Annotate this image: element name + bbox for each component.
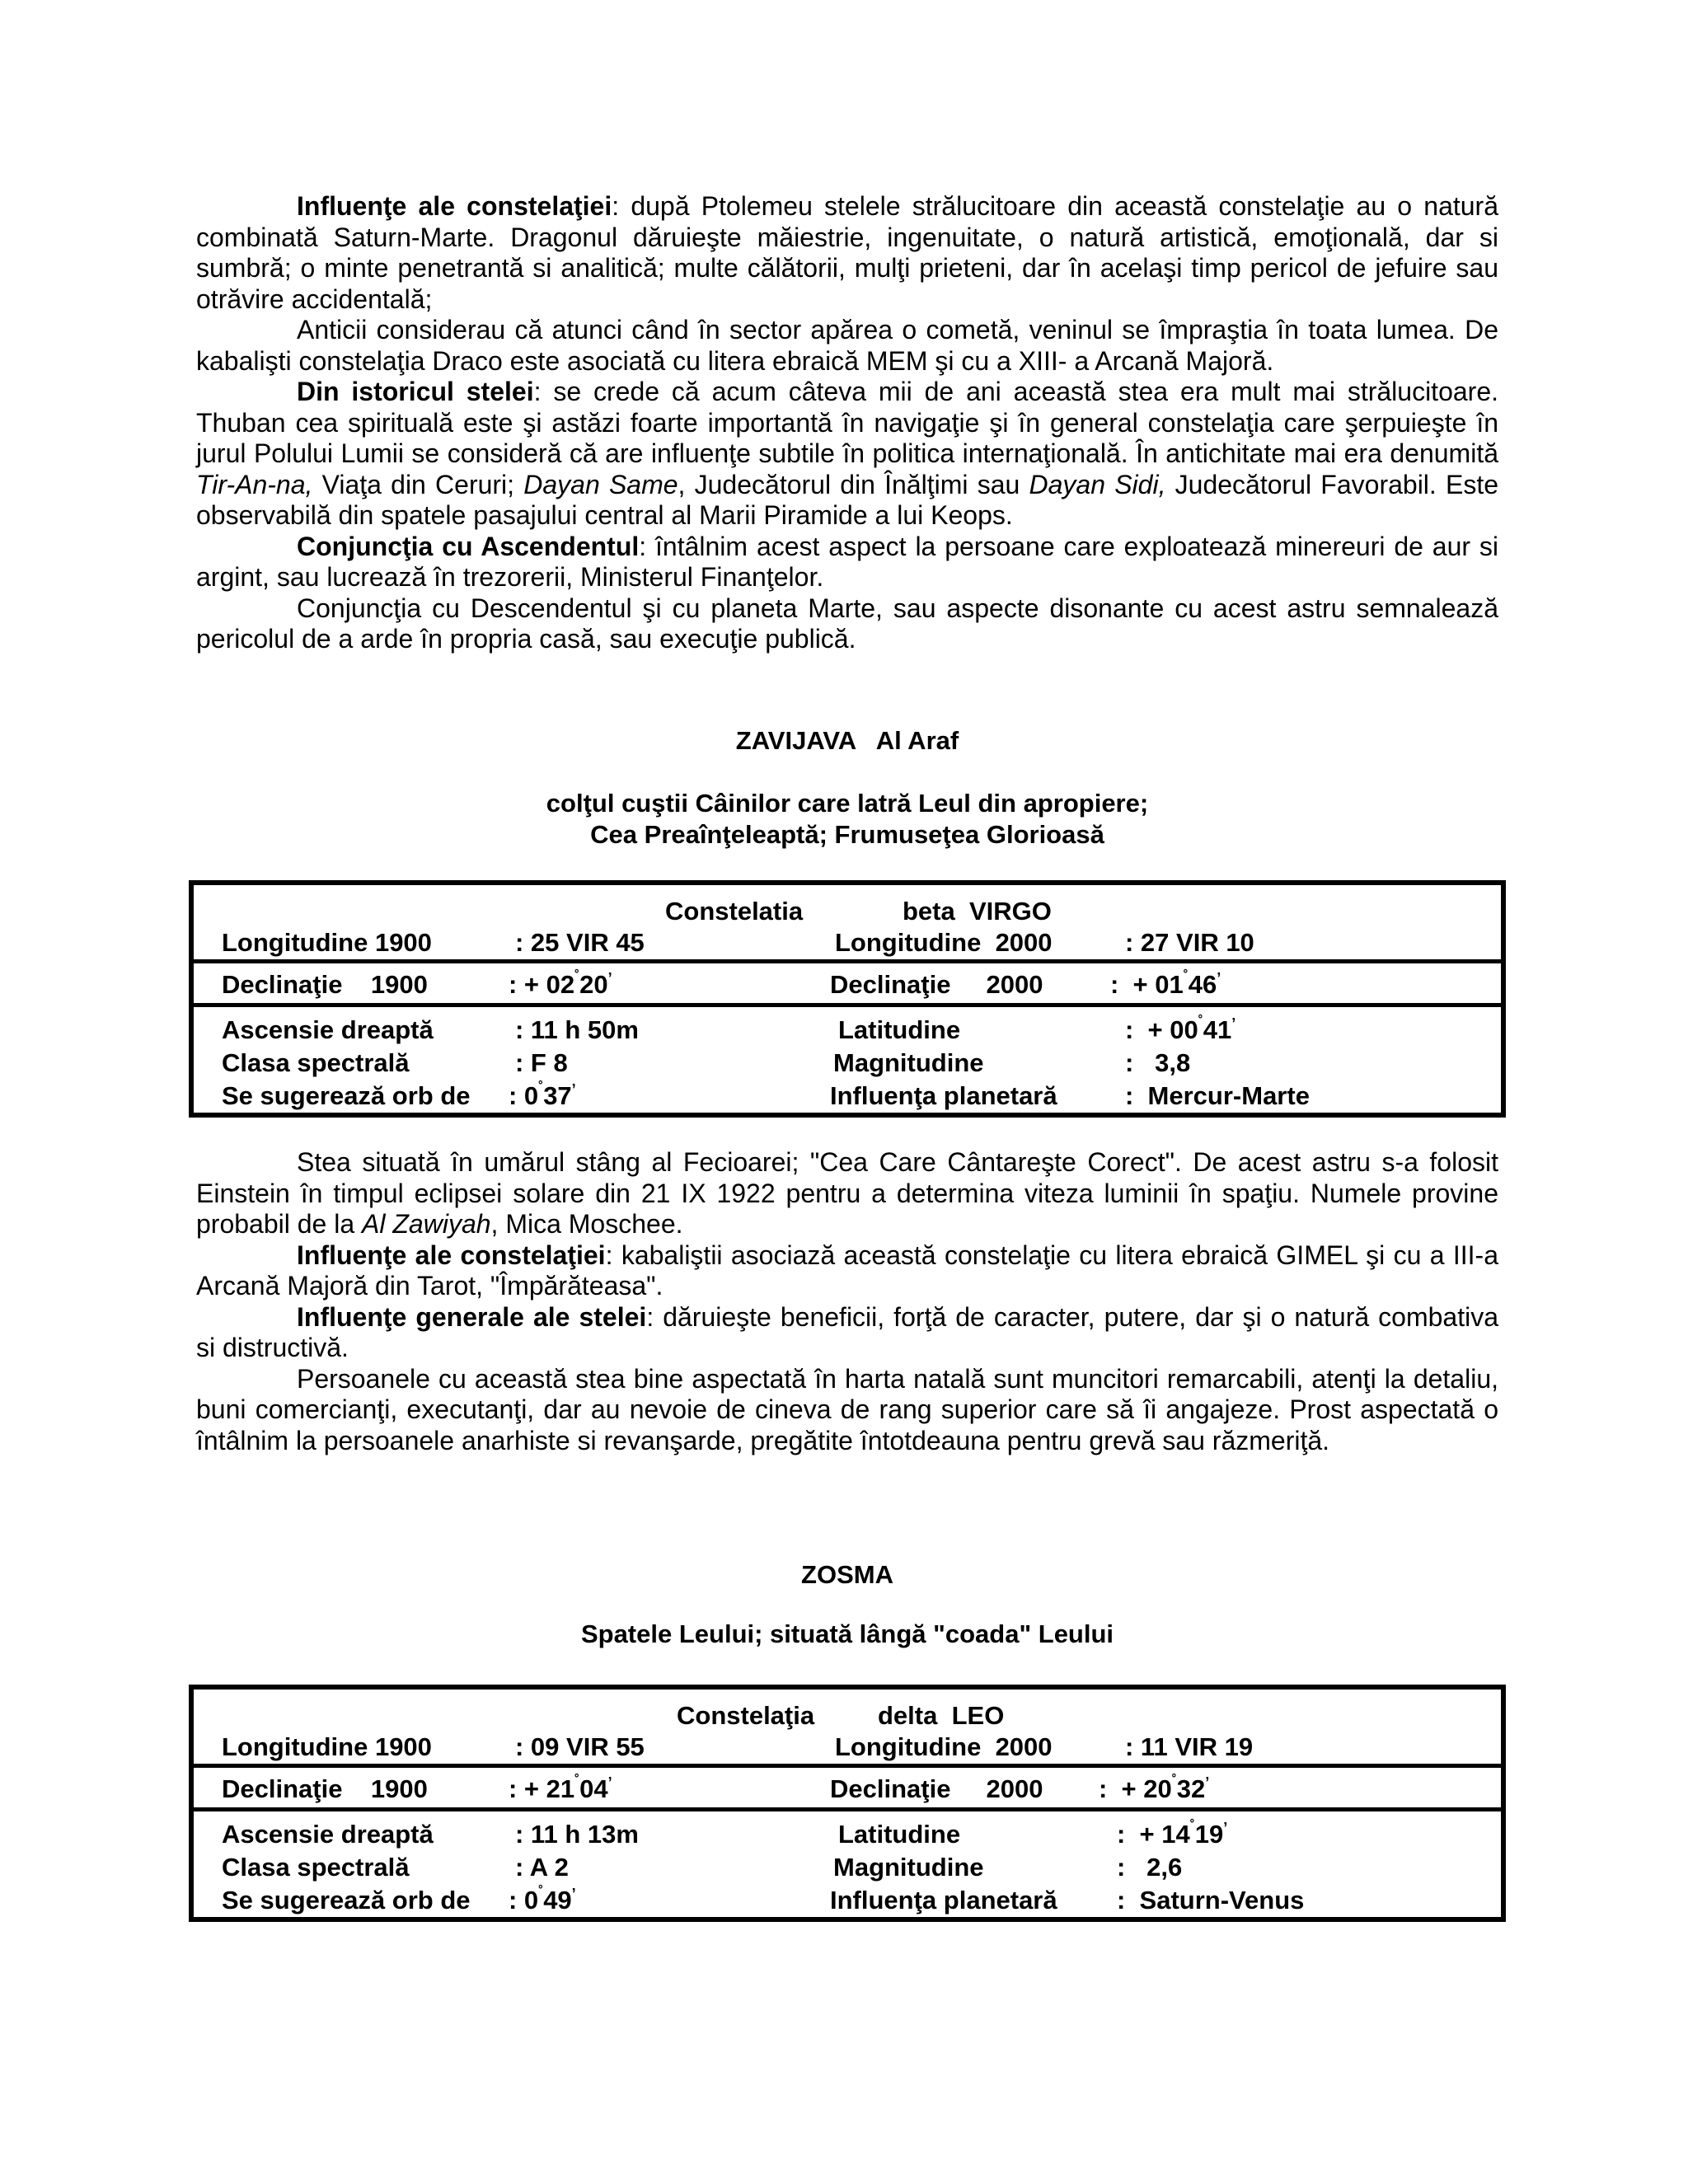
paragraph-text: Judecătorul Favorabil. Este observabilă din spatele pasajului central al Marii Piramide a lui Keops.: [196, 469, 1499, 530]
right-ascension-value: : 11 h 13m: [515, 1820, 639, 1849]
star-title: ZOSMA: [801, 1560, 893, 1589]
paragraph-text: : se crede că acum câteva mii de ani această stea era mult mai strălucitoare. Thuban cea spirituală este şi astăzi foarte importantă în navigaţie şi în general constelaţia care şerpuieşte în jurul Polului Lumii se consideră că are influenţe subtile în politica internaţională. În antichitate mai era denumită: [196, 377, 1499, 468]
paragraph-text: , Judecătorul din Înălţimi sau: [678, 469, 1029, 499]
declination-1900-label: Declinaţie 1900: [222, 1774, 428, 1803]
orb-value: : 0˚37’: [509, 1080, 576, 1110]
orb-value: : 0˚49’: [509, 1884, 576, 1915]
zosma-subtitle: [196, 1619, 1498, 1650]
longitude-1900-value: : 25 VIR 45: [515, 928, 645, 957]
magnitude-value: : 3,8: [1125, 1048, 1191, 1077]
bold-lead: Influenţe ale constelaţiei: [297, 1240, 606, 1270]
bold-lead: Conjuncţia cu Ascendentul: [297, 531, 640, 561]
planetary-influence-value: : Saturn-Venus: [1117, 1886, 1305, 1915]
table-row-longitude: [194, 1690, 1501, 1764]
paragraph: Persoanele cu această stea bine aspectată în harta natală sunt muncitori remarcabili, atenţi la detaliu, buni comercianţi, executanţi, dar au nevoie de cineva de rang superior care să îi angajeze. Prost aspectată o întâlnim la persoanele anarhiste si revanşarde, pregătite întotdeauna pentru grevă sau răzmeriţă.: [196, 1363, 1498, 1455]
magnitude-label: Magnitudine: [833, 1048, 984, 1077]
spectral-class-label: Clasa spectrală: [222, 1853, 410, 1882]
paragraph: [196, 377, 1498, 532]
zavijava-subtitle: [196, 788, 1498, 851]
planetary-influence-value: : Mercur-Marte: [1125, 1081, 1310, 1110]
declination-1900-label: Declinaţie 1900: [222, 970, 428, 999]
table-row-longitude: [194, 885, 1501, 959]
star-data-table: [189, 880, 1506, 1118]
constellation-label: Constelatia: [665, 897, 804, 926]
declination-1900-value: : + 02˚20’: [509, 968, 612, 999]
italic-name: Al Zawiyah: [362, 1209, 491, 1239]
italic-name: Dayan Sidi,: [1029, 469, 1166, 499]
longitude-2000-value: : 11 VIR 19: [1125, 1732, 1254, 1761]
longitude-2000-value: : 27 VIR 10: [1125, 928, 1254, 957]
star-subtitle-line: Cea Preaînţeleaptă; Frumuseţea Glorioasă: [590, 820, 1104, 849]
constellation-label: Constelaţia: [677, 1701, 815, 1730]
planetary-influence-label: Influenţa planetară: [830, 1886, 1057, 1915]
constellation-value: delta LEO: [878, 1701, 1005, 1730]
star-data-table: [189, 1685, 1506, 1922]
declination-2000-value: : + 20˚32’: [1099, 1773, 1210, 1803]
paragraph-text: : după Ptolemeu stelele strălucitoare din această constelaţie au o natură combinată Saturn-Marte. Dragonul dăruieşte măiestrie, ingenuitate, o natură artistică, emoţională, dar si sumbră; o minte penetrantă si analitică; multe călătorii, mulţi prieteni, dar în acelaşi timp pericol de jefuire sau otrăvire accidentală;: [196, 191, 1499, 314]
paragraph-text: Viaţa din Ceruri;: [312, 469, 524, 499]
declination-2000-label: Declinaţie 2000: [830, 1774, 1043, 1803]
paragraph: [196, 191, 1498, 315]
paragraph-text: , Mica Moschee.: [490, 1209, 683, 1239]
star-title: ZAVIJAVA Al Araf: [735, 726, 959, 755]
paragraph: [196, 532, 1498, 593]
longitude-2000-label: Longitudine 2000: [835, 928, 1053, 957]
bold-lead: Din istoricul stelei: [297, 377, 534, 406]
table-row-details: [194, 1003, 1501, 1113]
planetary-influence-label: Influenţa planetară: [830, 1081, 1057, 1110]
longitude-1900-value: : 09 VIR 55: [515, 1732, 645, 1761]
declination-2000-value: : + 01˚46’: [1110, 968, 1221, 999]
star-subtitle-line: colţul cuştii Câinilor care latră Leul din apropiere;: [546, 789, 1149, 818]
spectral-class-value: : F 8: [515, 1048, 568, 1077]
orb-label: Se sugerează orb de: [222, 1886, 471, 1915]
orb-label: Se sugerează orb de: [222, 1081, 471, 1110]
paragraph: [196, 1302, 1498, 1364]
zosma-heading: [196, 1559, 1498, 1591]
zavijava-heading: [196, 725, 1498, 757]
spectral-class-value: : A 2: [515, 1853, 569, 1882]
paragraph: [196, 1147, 1498, 1240]
zavijava-text-block: [196, 1147, 1498, 1456]
paragraph: Conjuncţia cu Descendentul şi cu planeta Marte, sau aspecte disonante cu acest astru semnalează pericolul de a arde în propria casă, sau execuţie publică.: [196, 593, 1498, 654]
paragraph: Anticii considerau că atunci când în sector apărea o cometă, veninul se împraştia în toata lumea. De kabalişti constelaţia Draco este asociată cu litera ebraică MEM şi cu a XIII- a Arcană Majoră.: [196, 315, 1498, 376]
declination-2000-label: Declinaţie 2000: [830, 970, 1043, 999]
bold-lead: Influenţe ale constelaţiei: [297, 191, 612, 221]
longitude-1900-label: Longitudine 1900: [222, 928, 432, 957]
italic-name: Dayan Same: [523, 469, 678, 499]
star-subtitle-line: Spatele Leului; situată lângă "coada" Leului: [580, 1619, 1114, 1648]
paragraph-text: Stea situată în umărul stâng al Fecioarei; "Cea Care Cântareşte Corect". De acest astru s-a folosit Einstein în timpul eclipsei solare din 21 IX 1922 pentru a determina viteza luminii în spaţiu. Numele provine probabil de la: [196, 1147, 1498, 1239]
longitude-2000-label: Longitudine 2000: [835, 1732, 1053, 1761]
constellation-value: beta VIRGO: [903, 897, 1052, 926]
paragraph-text: : kabaliştii asociază această constelaţie cu litera ebraică GIMEL şi cu a III-a Arcană Majoră din Tarot, "Împărăteasa".: [196, 1240, 1499, 1301]
latitude-label: Latitudine: [838, 1015, 961, 1044]
longitude-1900-label: Longitudine 1900: [222, 1732, 432, 1761]
latitude-value: : + 14˚19’: [1117, 1818, 1228, 1849]
magnitude-label: Magnitudine: [833, 1853, 984, 1882]
right-ascension-label: Ascensie dreaptă: [222, 1820, 434, 1849]
table-row-declination: [194, 1764, 1501, 1807]
italic-name: Tir-An-na,: [196, 469, 313, 499]
latitude-value: : + 00˚41’: [1125, 1014, 1236, 1044]
right-ascension-value: : 11 h 50m: [515, 1015, 639, 1044]
table-row-declination: [194, 959, 1501, 1003]
latitude-label: Latitudine: [838, 1820, 961, 1849]
draco-text-block: [196, 191, 1498, 655]
paragraph-text: : întâlnim acest aspect la persoane care exploatează minereuri de aur si argint, sau lucrează în trezorerii, Ministerul Finanţelor.: [196, 531, 1499, 592]
paragraph: [196, 1240, 1498, 1302]
magnitude-value: : 2,6: [1117, 1853, 1183, 1882]
spectral-class-label: Clasa spectrală: [222, 1048, 410, 1077]
table-row-details: [194, 1807, 1501, 1917]
right-ascension-label: Ascensie dreaptă: [222, 1015, 434, 1044]
declination-1900-value: : + 21˚04’: [509, 1773, 612, 1803]
paragraph-text: : dăruieşte beneficii, forţă de caracter, putere, dar şi o natură combativa si distructivă.: [196, 1301, 1499, 1362]
bold-lead: Influenţe generale ale stelei: [297, 1301, 647, 1332]
